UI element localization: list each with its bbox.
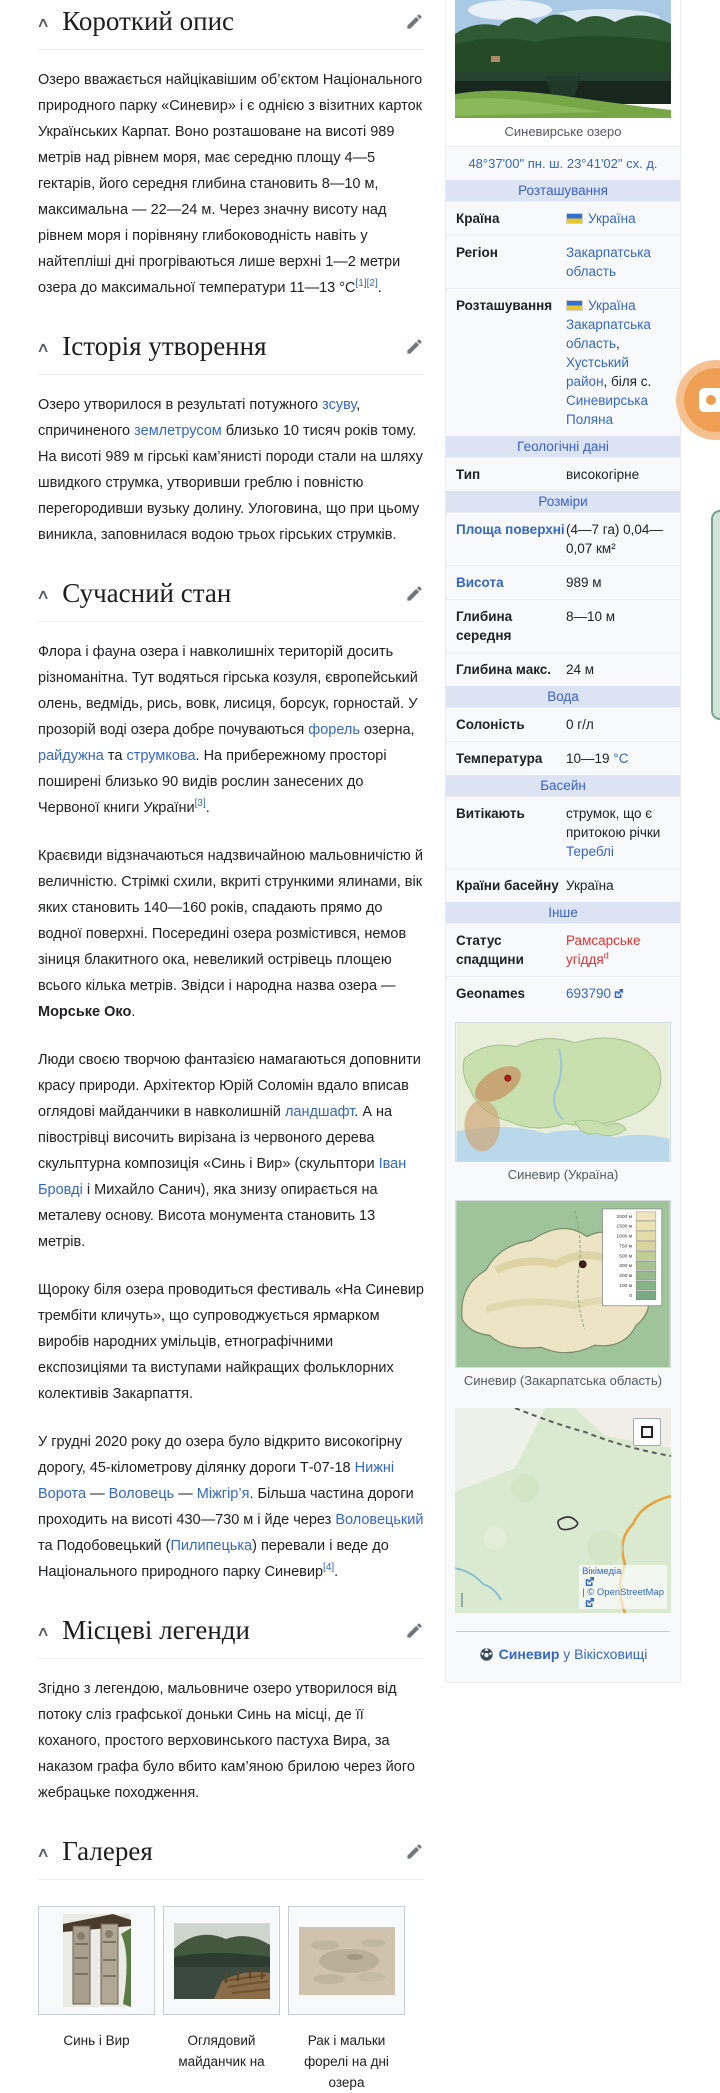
- text-run: . На прибережному просторі поширені близько 90 видів рослин занесених до Червоної книги України: [38, 748, 387, 816]
- commons-link-bold[interactable]: Синевир: [498, 1646, 560, 1662]
- text-run: .: [334, 1564, 339, 1580]
- infobox-row-value: [566, 465, 670, 484]
- collapse-caret-icon[interactable]: ∧: [35, 338, 51, 355]
- infobox-row-label: [456, 209, 566, 228]
- gallery-caption: Синь і Вир: [63, 2033, 130, 2048]
- infobox-photo-card: [446, 0, 680, 147]
- external-link-icon: [585, 1598, 595, 1608]
- infobox-section-header: Геологічні дані: [446, 436, 680, 457]
- text-run: Щороку біля озера проводиться фестиваль «На Синевир трембіти кличуть», що супроводжується ярмарком виробів народних умільців, етнографічними експозиціями та виступами найкращих фольклорних колективів Закарпаття.: [38, 1282, 424, 1402]
- text-run: та: [103, 748, 127, 764]
- text-run: —: [86, 1486, 109, 1502]
- text-link[interactable]: Іван Бровді: [38, 1156, 407, 1198]
- infobox-row-value: [566, 520, 670, 558]
- ukraine-flag-icon: [566, 213, 583, 224]
- paragraph: [38, 67, 424, 301]
- map-zakarpattia[interactable]: [455, 1200, 671, 1368]
- infobox-section-header: Розташування: [446, 180, 680, 201]
- text-run: Глибина макс.: [456, 662, 552, 677]
- infobox-row: [446, 599, 680, 652]
- text-link[interactable]: форель: [308, 722, 360, 738]
- infobox-row: [446, 457, 680, 491]
- edit-pencil-icon[interactable]: [405, 1842, 424, 1861]
- svg-text:500 м: 500 м: [619, 1254, 633, 1260]
- text-run: Україна: [566, 878, 614, 893]
- map-zakarpattia-figure: [455, 1200, 671, 1396]
- external-link-icon: [614, 989, 624, 999]
- text-link[interactable]: 693790: [566, 986, 612, 1001]
- edit-pencil-icon[interactable]: [405, 1621, 424, 1640]
- infobox-row-label: [456, 931, 566, 969]
- reference-link[interactable]: [1]: [355, 278, 367, 290]
- infobox-row-value: [566, 804, 670, 861]
- text-link[interactable]: Воловецький: [335, 1512, 424, 1528]
- text-run: ,: [616, 336, 620, 351]
- text-link[interactable]: Закарпатська область: [566, 317, 651, 351]
- section-heading: [35, 1615, 424, 1659]
- infobox-row-value: [566, 715, 670, 734]
- text-run: Озеро вважається найцікавішим об’єктом Національного природного парку «Синевир» і є однією з візитних карток Українських Карпат. Воно розташоване на висоті 989 метрів над рівнем моря, має середню площу 4—5 гектарів, його середня глибина становить 8—10 м, максимальна — 22—24 м. Через значну висоту над рівнем моря і порівняну глибоководність навіть у найтепліші дні прогріваються лише верхні 1—2 метри озера до максимальної температури 11—13 °С: [38, 72, 423, 296]
- text-run: 8—10 м: [566, 609, 616, 624]
- text-run: Статус спадщини: [456, 933, 524, 967]
- paragraph: [38, 1676, 424, 1806]
- attribution-separator: |: [582, 1587, 588, 1598]
- gallery-item: [38, 1906, 155, 2093]
- ukraine-flag-icon: [566, 300, 583, 311]
- edit-pencil-icon[interactable]: [405, 584, 424, 603]
- text-run: Країна: [456, 211, 500, 226]
- text-run: та Подобовецький (: [38, 1538, 171, 1554]
- text-link[interactable]: Тереблі: [566, 844, 614, 859]
- text-run: (4—7 га) 0,04—0,07 км²: [566, 522, 663, 556]
- text-link[interactable]: Нижні Ворота: [38, 1460, 395, 1502]
- section-title: Місцеві легенди: [62, 1615, 250, 1645]
- text-link[interactable]: Синевирська Поляна: [566, 393, 648, 427]
- article-body: [35, 0, 424, 2093]
- section-title: Сучасний стан: [62, 578, 232, 608]
- text-run: Глибина середня: [456, 609, 513, 643]
- openstreetmap-link[interactable]: © OpenStreetMap: [587, 1587, 664, 1598]
- text-run: Країни басейну: [456, 878, 559, 893]
- infobox-row: [446, 976, 680, 1010]
- infobox-row: [446, 201, 680, 235]
- infobox-row-value: [566, 573, 670, 592]
- osm-attribution: [579, 1565, 667, 1609]
- text-run: . Більша частина дороги проходить на висоті 430—730 м і йде через: [38, 1486, 414, 1528]
- paragraph: [38, 1047, 424, 1255]
- infobox-row-label: [456, 607, 566, 645]
- red-link[interactable]: Рамсарське угіддя: [566, 933, 641, 967]
- infobox-row: [446, 652, 680, 686]
- lake-photo[interactable]: [455, 0, 671, 118]
- collapse-caret-icon[interactable]: ∧: [35, 1843, 51, 1860]
- collapse-caret-icon[interactable]: ∧: [35, 585, 51, 602]
- camera-icon: [684, 368, 720, 432]
- infobox: [445, 0, 681, 1683]
- gallery-caption: Рак і мальки форелі на дні озера: [304, 2033, 389, 2090]
- text-run: 10—19: [566, 751, 614, 766]
- infobox-row-value: [566, 243, 670, 281]
- screen-capture-floating-button[interactable]: [676, 360, 720, 440]
- text-run: високогірне: [566, 467, 640, 482]
- svg-text:300 м: 300 м: [619, 1264, 633, 1270]
- text-run: .: [377, 280, 382, 296]
- section-heading: [35, 578, 424, 622]
- map-zakarpattia-caption: Синевир (Закарпатська область): [463, 1373, 663, 1388]
- text-run: Люди своєю творчою фантазією намагаються доповнити красу природи. Архітектор Юрій Соломін вдало вписав оглядові майданчики в навколишній: [38, 1052, 421, 1120]
- infobox-row-value: [566, 607, 670, 645]
- text-run: Витікають: [456, 806, 525, 821]
- infobox-row: [446, 796, 680, 868]
- osm-map[interactable]: [455, 1408, 671, 1613]
- infobox-section-header: Басейн: [446, 775, 680, 796]
- wikimedia-maps-link[interactable]: Вікімедіа: [582, 1566, 622, 1577]
- section-heading: [35, 1836, 424, 1880]
- section-title: Галерея: [62, 1836, 153, 1866]
- svg-text:1000 м: 1000 м: [616, 1234, 633, 1240]
- edit-pencil-icon[interactable]: [405, 337, 424, 356]
- text-run: Флора і фауна озера і навколишніх територій досить різноманітна. Тут водяться гірська козуля, європейський олень, ведмідь, рись, вовк, лисиця, борсук, горностай. У прозорій воді озера добре почуваються: [38, 644, 418, 738]
- text-run: .: [205, 800, 210, 816]
- wikidata-superscript: d: [603, 950, 609, 961]
- infobox-section-header: Розміри: [446, 491, 680, 512]
- text-run: Краєвиди відзначаються надзвичайною мальовничістю й величністю. Стрімкі схили, вкриті стрункими ялинами, вік яких становить 140—160 років, спадають прямо до водної поверхні. Посередині озера розмістився, немов зіниця блакитного ока, невеликий острівець площею всього кілька метрів. Звідси і народна назва озера —: [38, 848, 423, 994]
- collapse-caret-icon[interactable]: ∧: [35, 13, 51, 30]
- infobox-row: [446, 923, 680, 976]
- infobox-row: [446, 235, 680, 288]
- infobox-row: [446, 512, 680, 565]
- infobox-row: [446, 868, 680, 902]
- infobox-row-label: [456, 520, 566, 558]
- infobox-section-header: Вода: [446, 686, 680, 707]
- gallery-thumbnail[interactable]: [288, 1906, 405, 2015]
- infobox-row-label: [456, 243, 566, 281]
- text-link[interactable]: Міжгір’я: [196, 1486, 250, 1502]
- text-run: Температура: [456, 751, 543, 766]
- gallery-item: [163, 1906, 280, 2093]
- gallery-thumbnail[interactable]: [38, 1906, 155, 2015]
- coordinates-link[interactable]: 48°37'00" пн. ш. 23°41'02" сх. д.: [468, 156, 658, 171]
- infobox-row: [446, 288, 680, 436]
- infobox-row-value: [566, 209, 670, 228]
- section-heading: [35, 6, 424, 50]
- fullscreen-icon: [641, 1426, 653, 1438]
- infobox-row-label: [456, 876, 566, 895]
- gallery-item: [288, 1906, 405, 2093]
- svg-text:100 м: 100 м: [619, 1283, 633, 1289]
- text-link[interactable]: Висота: [456, 575, 504, 590]
- text-link[interactable]: Хустський район: [566, 355, 629, 389]
- text-link[interactable]: землетрусом: [134, 423, 222, 439]
- text-run: Geonames: [456, 986, 526, 1001]
- wikimedia-commons-icon: [479, 1647, 494, 1662]
- infobox-row-value: [566, 296, 670, 429]
- text-run: близько 10 тисяч років тому. На висоті 989 м гірські кам’янисті породи стали на шляху швидкого струмка, утворивши греблю і повністю перегородивши вузьку долину. Улоговина, що при цьому виникла, заповнилася водою трьох гірських струмків.: [38, 423, 423, 543]
- text-run: струмок, що є притокою річки: [566, 806, 661, 840]
- text-run: Розташування: [456, 298, 553, 313]
- svg-text:2000 м: 2000 м: [616, 1214, 633, 1220]
- infobox-row-value: [566, 876, 670, 895]
- edit-pencil-icon[interactable]: [405, 12, 424, 31]
- text-run: Згідно з легендою, мальовниче озеро утворилося від потоку сліз графської доньки Синь на місці, де її коханого, простого верховинського пастуха Вира, за наказом графа було вбито кам’яною брилою через його жебрацьке походження.: [38, 1681, 415, 1801]
- infobox-row: [446, 741, 680, 775]
- infobox-row-label: [456, 660, 566, 679]
- svg-text:1500 м: 1500 м: [616, 1224, 633, 1230]
- gallery: [38, 1906, 424, 2093]
- text-link[interactable]: ландшафт: [284, 1104, 355, 1120]
- infobox-row: [446, 707, 680, 741]
- infobox-row-label: [456, 573, 566, 592]
- scrollbar-thumb[interactable]: [711, 510, 720, 720]
- text-run: озерна,: [359, 722, 415, 738]
- infobox-row-label: [456, 804, 566, 861]
- infobox-row: [446, 565, 680, 599]
- bold-text: Морське Око: [38, 1004, 132, 1020]
- photo-caption: Синевирське озеро: [504, 124, 622, 139]
- infobox-row-label: [456, 749, 566, 768]
- infobox-row-value: [566, 660, 670, 679]
- text-run: , спричиненого: [38, 397, 361, 439]
- paragraph: [38, 392, 424, 548]
- text-link[interactable]: Україна: [588, 211, 636, 226]
- text-run: ) перевали і веде до Національного природного парку Синевир: [38, 1538, 389, 1580]
- infobox-section-header: Інше: [446, 902, 680, 923]
- paragraph: [38, 843, 424, 1025]
- svg-text:0: 0: [629, 1293, 633, 1299]
- text-run: , біля с.: [603, 374, 652, 389]
- reference-link[interactable]: [4]: [323, 1562, 335, 1574]
- text-link[interactable]: зсуву: [322, 397, 357, 413]
- infobox-row-label: [456, 984, 566, 1003]
- infobox-row-label: [456, 465, 566, 484]
- section-title: Історія утворення: [62, 331, 267, 361]
- text-run: і Михайло Санич), яка знизу опирається на металеву основу. Висота монумента становить 13 метрів.: [38, 1182, 378, 1250]
- text-run: —: [174, 1486, 197, 1502]
- text-link[interactable]: Україна: [588, 298, 636, 313]
- text-run: 24 м: [566, 662, 595, 677]
- infobox-row-value: [566, 931, 670, 969]
- text-run: Регіон: [456, 245, 498, 260]
- infobox-row-label: [456, 715, 566, 734]
- section-heading: [35, 331, 424, 375]
- text-run: Озеро утворилося в результаті потужного: [38, 397, 323, 413]
- text-link[interactable]: райдужна: [38, 748, 104, 764]
- paragraph: [38, 1277, 424, 1407]
- text-link[interactable]: Площа поверхні: [456, 522, 565, 537]
- map-ukraine[interactable]: [455, 1022, 671, 1162]
- text-run: 0 г/л: [566, 717, 594, 732]
- text-link[interactable]: Воловець: [108, 1486, 175, 1502]
- text-run: . А на півострівці височить вирізана із червоного дерева скульптурна композиція «Синь і Вир» (скульптори: [38, 1104, 393, 1172]
- text-link[interactable]: Закарпатська область: [566, 245, 651, 279]
- fullscreen-button[interactable]: [633, 1418, 661, 1446]
- text-link[interactable]: °C: [613, 751, 629, 766]
- external-link-icon: [585, 1577, 595, 1587]
- section-title: Короткий опис: [62, 6, 235, 36]
- commons-link-rest[interactable]: у Вікісховищі: [559, 1646, 648, 1662]
- gallery-thumbnail[interactable]: [163, 1906, 280, 2015]
- infobox-row-label: [456, 296, 566, 429]
- collapse-caret-icon[interactable]: ∧: [35, 1622, 51, 1639]
- text-run: Тип: [456, 467, 481, 482]
- paragraph: [38, 639, 424, 821]
- reference-link[interactable]: [2]: [366, 278, 378, 290]
- text-link[interactable]: Пилипецька: [170, 1538, 253, 1554]
- text-run: 989 м: [566, 575, 602, 590]
- map-ukraine-caption: Синевир (Україна): [507, 1167, 619, 1182]
- infobox-rows: [446, 180, 680, 1010]
- text-run: .: [131, 1004, 136, 1020]
- reference-link[interactable]: [3]: [194, 798, 206, 810]
- gallery-caption: Оглядовий майданчик на: [178, 2033, 265, 2069]
- infobox-row-value: [566, 984, 670, 1003]
- infobox-row-value: [566, 749, 670, 768]
- text-link[interactable]: струмкова: [126, 748, 196, 764]
- svg-text:750 м: 750 м: [619, 1244, 633, 1250]
- text-run: У грудні 2020 року до озера було відкрито високогірну дорогу, 45-кілометрову ділянку дороги Т-07-18: [38, 1434, 403, 1476]
- map-ukraine-figure: [455, 1022, 671, 1190]
- svg-text:200 м: 200 м: [619, 1274, 633, 1280]
- osm-scale: [461, 1593, 463, 1607]
- text-run: Солоність: [456, 717, 525, 732]
- commons-footer: [446, 1632, 680, 1682]
- paragraph: [38, 1429, 424, 1585]
